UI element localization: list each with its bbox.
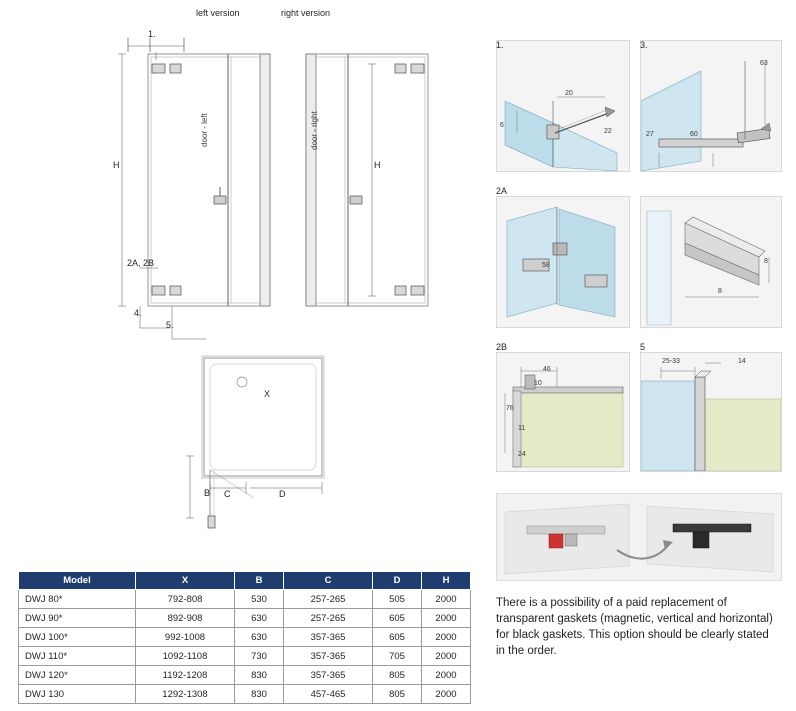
callout-1: 1. — [148, 29, 156, 39]
detail-panel-1 — [496, 40, 630, 172]
dim-b-plan: B — [204, 488, 211, 498]
cell-h: 2000 — [422, 628, 471, 647]
cell-d: 605 — [373, 628, 422, 647]
callout-5: 5. — [166, 320, 174, 330]
p2b-dim-24: 24 — [518, 451, 526, 458]
dim-h-right: H — [374, 160, 381, 170]
col-d: D — [373, 572, 422, 590]
cell-c: 357-365 — [284, 647, 373, 666]
p2b-dim-46: 46 — [543, 366, 551, 373]
p1-dim-20: 20 — [565, 90, 573, 97]
cell-b: 630 — [235, 609, 284, 628]
detail-panel-5-label: 5 — [640, 342, 646, 352]
dim-d-plan: D — [279, 489, 286, 499]
cell-d: 605 — [373, 609, 422, 628]
p2b-dim-76: 76 — [506, 405, 514, 412]
table-row — [19, 590, 471, 609]
door-left-label: door - left — [200, 113, 209, 147]
p5-dim-2533: 25-33 — [662, 358, 680, 365]
dim-c-plan: C — [224, 489, 231, 499]
cell-model: DWJ 130 — [19, 685, 136, 704]
gasket-note-text: There is a possibility of a paid replacement of transparent gaskets (magnetic, vertical and horizontal) for black gaskets. This option should be clearly stated in the order. — [496, 597, 773, 657]
cell-b: 630 — [235, 628, 284, 647]
cell-d: 805 — [373, 666, 422, 685]
cell-model: DWJ 120* — [19, 666, 136, 685]
detail-panel-2a — [496, 196, 630, 328]
cell-b: 530 — [235, 590, 284, 609]
p5-dim-14: 14 — [738, 358, 746, 365]
col-b: B — [235, 572, 284, 590]
door-right-label: door - right — [310, 111, 319, 150]
col-h: H — [422, 572, 471, 590]
cell-model: DWJ 100* — [19, 628, 136, 647]
dim-x-plan: X — [264, 389, 271, 399]
table-row — [19, 628, 471, 647]
cell-x: 992-1008 — [136, 628, 235, 647]
table-row — [19, 647, 471, 666]
cell-h: 2000 — [422, 609, 471, 628]
cell-model: DWJ 110* — [19, 647, 136, 666]
p1-dim-6: 6 — [500, 122, 504, 129]
cell-h: 2000 — [422, 685, 471, 704]
table-header-row — [19, 572, 471, 590]
cell-b: 830 — [235, 666, 284, 685]
cell-c: 457-465 — [284, 685, 373, 704]
cell-c: 357-365 — [284, 666, 373, 685]
gasket-replacement-illustration — [496, 493, 782, 581]
cell-d: 805 — [373, 685, 422, 704]
cell-h: 2000 — [422, 666, 471, 685]
cell-model: DWJ 80* — [19, 590, 136, 609]
table-row — [19, 666, 471, 685]
cell-h: 2000 — [422, 590, 471, 609]
detail-panel-2b-label: 2B — [496, 342, 508, 352]
cell-x: 1192-1208 — [136, 666, 235, 685]
cell-d: 505 — [373, 590, 422, 609]
cell-c: 357-365 — [284, 628, 373, 647]
cell-b: 830 — [235, 685, 284, 704]
dim-h-left: H — [113, 160, 120, 170]
cell-d: 705 — [373, 647, 422, 666]
col-c: C — [284, 572, 373, 590]
p4-dim-8b: 8 — [718, 288, 722, 295]
detail-panel-2a-label: 2A — [496, 186, 508, 196]
detail-panel-5 — [640, 352, 782, 472]
col-x: X — [136, 572, 235, 590]
p4-dim-8a: 8 — [764, 258, 768, 265]
callout-4: 4. — [134, 308, 142, 318]
p1-dim-22: 22 — [604, 128, 612, 135]
detail-panel-3-label: 3. — [640, 40, 648, 50]
col-model: Model — [19, 572, 136, 590]
p3-dim-27: 27 — [646, 131, 654, 138]
p3-dim-60: 60 — [690, 131, 698, 138]
cell-h: 2000 — [422, 647, 471, 666]
door-elevation-drawing — [110, 24, 440, 344]
cell-b: 730 — [235, 647, 284, 666]
table-row — [19, 685, 471, 704]
cell-x: 1292-1308 — [136, 685, 235, 704]
spec-table — [18, 571, 471, 704]
cell-x: 792-808 — [136, 590, 235, 609]
detail-panel-1-label: 1. — [496, 40, 504, 50]
cell-c: 257-265 — [284, 590, 373, 609]
p2a-dim-58: 58 — [542, 262, 550, 269]
cell-x: 1092-1108 — [136, 647, 235, 666]
callout-2ab: 2A, 2B — [127, 258, 155, 268]
detail-panel-4 — [640, 196, 782, 328]
plan-view-drawing — [176, 348, 356, 548]
left-version-label: left version — [196, 8, 240, 18]
p2b-dim-10: 10 — [534, 380, 542, 387]
cell-c: 257-265 — [284, 609, 373, 628]
right-version-label: right version — [281, 8, 331, 18]
cell-x: 892-908 — [136, 609, 235, 628]
p3-dim-63: 63 — [760, 60, 768, 67]
detail-panel-2b — [496, 352, 630, 472]
table-row — [19, 609, 471, 628]
cell-model: DWJ 90* — [19, 609, 136, 628]
p2b-dim-11: 11 — [518, 425, 526, 432]
